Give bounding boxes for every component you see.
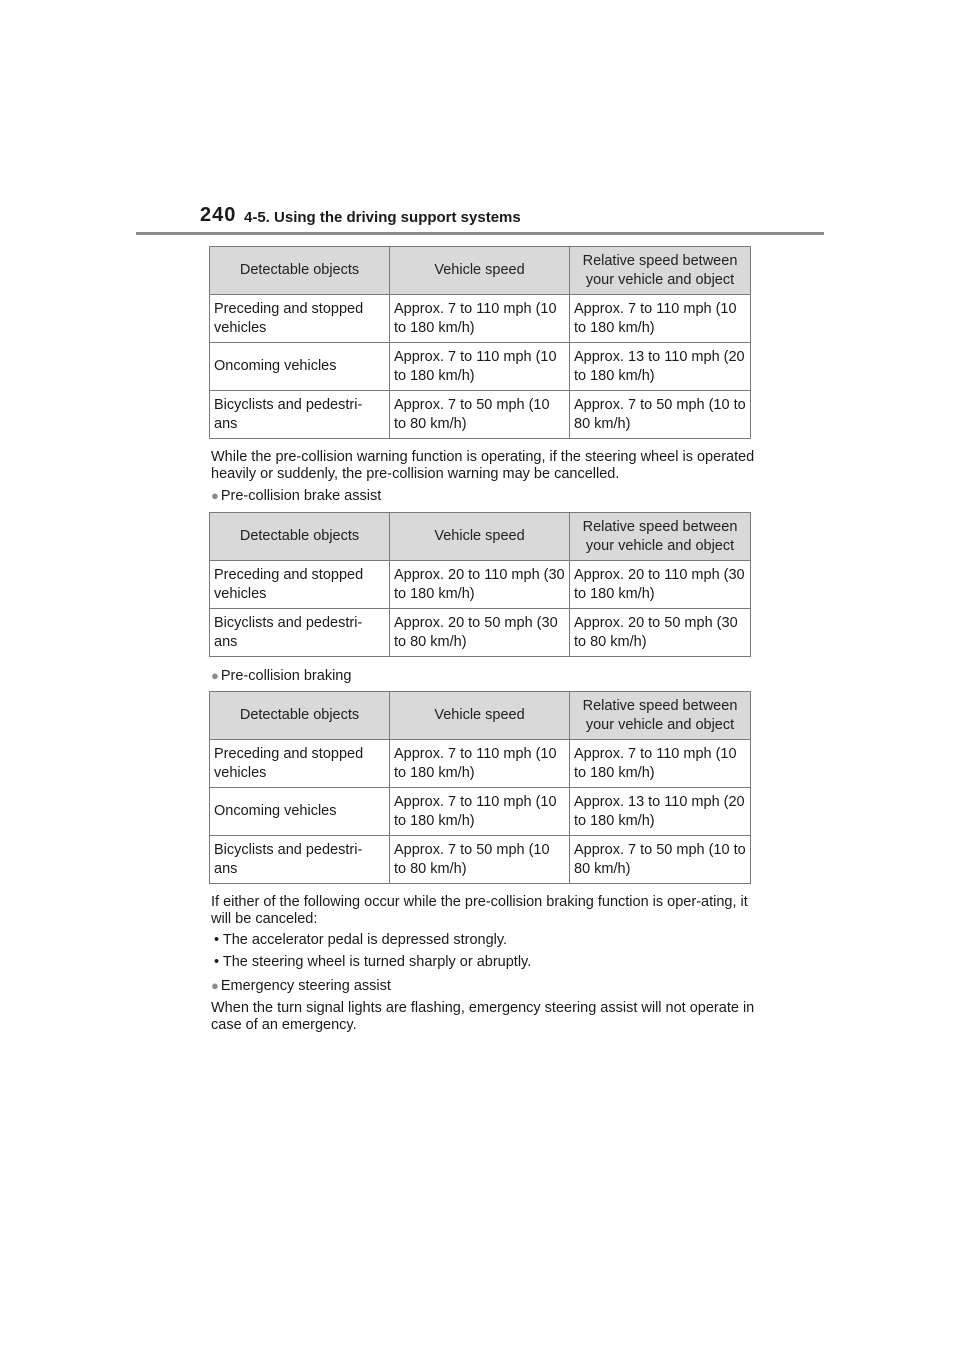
table-cell: Preceding and stopped vehicles — [210, 295, 390, 343]
bullet-emergency-steering-label: Emergency steering assist — [220, 978, 391, 994]
table-cell: Approx. 7 to 110 mph (10 to 180 km/h) — [570, 740, 751, 788]
bullet-emergency-steering — [211, 977, 391, 995]
table-cell: Approx. 20 to 110 mph (30 to 180 km/h) — [390, 561, 570, 609]
header-relative-speed: Relative speed between your vehicle and object — [570, 513, 751, 561]
table-row — [210, 561, 751, 609]
header-vehicle-speed: Vehicle speed — [390, 247, 570, 295]
table-cell: Approx. 7 to 110 mph (10 to 180 km/h) — [390, 295, 570, 343]
table-cell: Approx. 7 to 50 mph (10 to 80 km/h) — [570, 391, 751, 439]
header-relative-speed: Relative speed between your vehicle and object — [570, 247, 751, 295]
bullet-braking — [211, 667, 351, 685]
table-header-row — [210, 513, 751, 561]
table-cell: Approx. 7 to 50 mph (10 to 80 km/h) — [390, 836, 570, 884]
bullet-dot-icon: ● — [211, 488, 219, 503]
table-cell: Approx. 7 to 110 mph (10 to 180 km/h) — [390, 740, 570, 788]
bullet-dot-icon: ● — [211, 668, 219, 683]
header-relative-speed: Relative speed between your vehicle and object — [570, 692, 751, 740]
braking-speed-table — [209, 691, 751, 884]
table-cell: Approx. 7 to 110 mph (10 to 180 km/h) — [390, 343, 570, 391]
cancel-condition-2: • The steering wheel is turned sharply or abruptly. — [214, 954, 532, 970]
table-row — [210, 836, 751, 884]
header-rule — [136, 232, 824, 235]
header-detectable-objects: Detectable objects — [210, 247, 390, 295]
table-cell: Preceding and stopped vehicles — [210, 740, 390, 788]
table-cell: Bicyclists and pedestri-ans — [210, 609, 390, 657]
table-cell: Oncoming vehicles — [210, 343, 390, 391]
braking-cancel-note: If either of the following occur while the pre-collision braking function is oper-ating, it will be canceled: — [211, 894, 748, 927]
table-cell: Approx. 20 to 110 mph (30 to 180 km/h) — [570, 561, 751, 609]
table-cell: Bicyclists and pedestri-ans — [210, 836, 390, 884]
table-cell: Preceding and stopped vehicles — [210, 561, 390, 609]
brake-assist-speed-table — [209, 512, 751, 657]
table-header-row — [210, 247, 751, 295]
warning-cancel-note: While the pre-collision warning function is operating, if the steering wheel is operated heavily or suddenly, the pre-collision warning may be cancelled. — [211, 449, 755, 482]
header-vehicle-speed: Vehicle speed — [390, 692, 570, 740]
bullet-braking-label: Pre-collision braking — [220, 668, 352, 684]
table-cell: Approx. 20 to 50 mph (30 to 80 km/h) — [390, 609, 570, 657]
table-header-row — [210, 692, 751, 740]
table-row — [210, 391, 751, 439]
table-row — [210, 295, 751, 343]
table-cell: Approx. 7 to 110 mph (10 to 180 km/h) — [570, 295, 751, 343]
header-detectable-objects: Detectable objects — [210, 692, 390, 740]
table-cell: Approx. 20 to 50 mph (30 to 80 km/h) — [570, 609, 751, 657]
table-cell: Approx. 7 to 50 mph (10 to 80 km/h) — [390, 391, 570, 439]
bullet-brake-assist — [211, 487, 381, 505]
table-cell: Approx. 13 to 110 mph (20 to 180 km/h) — [570, 343, 751, 391]
bullet-brake-assist-label: Pre-collision brake assist — [220, 488, 382, 504]
section-title: 4-5. Using the driving support systems — [244, 209, 521, 226]
table-row — [210, 343, 751, 391]
table-cell: Approx. 13 to 110 mph (20 to 180 km/h) — [570, 788, 751, 836]
table-cell: Oncoming vehicles — [210, 788, 390, 836]
bullet-dot-icon: ● — [211, 978, 219, 993]
header-vehicle-speed: Vehicle speed — [390, 513, 570, 561]
table-row — [210, 740, 751, 788]
page-number: 240 — [200, 204, 237, 226]
cancel-condition-1: • The accelerator pedal is depressed strongly. — [214, 932, 508, 948]
warning-speed-table — [209, 246, 751, 439]
table-cell: Bicyclists and pedestri-ans — [210, 391, 390, 439]
table-row — [210, 609, 751, 657]
header-detectable-objects: Detectable objects — [210, 513, 390, 561]
table-cell: Approx. 7 to 50 mph (10 to 80 km/h) — [570, 836, 751, 884]
table-row — [210, 788, 751, 836]
emergency-steering-note: When the turn signal lights are flashing, emergency steering assist will not operate in case of an emergency. — [211, 1000, 755, 1033]
table-cell: Approx. 7 to 110 mph (10 to 180 km/h) — [390, 788, 570, 836]
